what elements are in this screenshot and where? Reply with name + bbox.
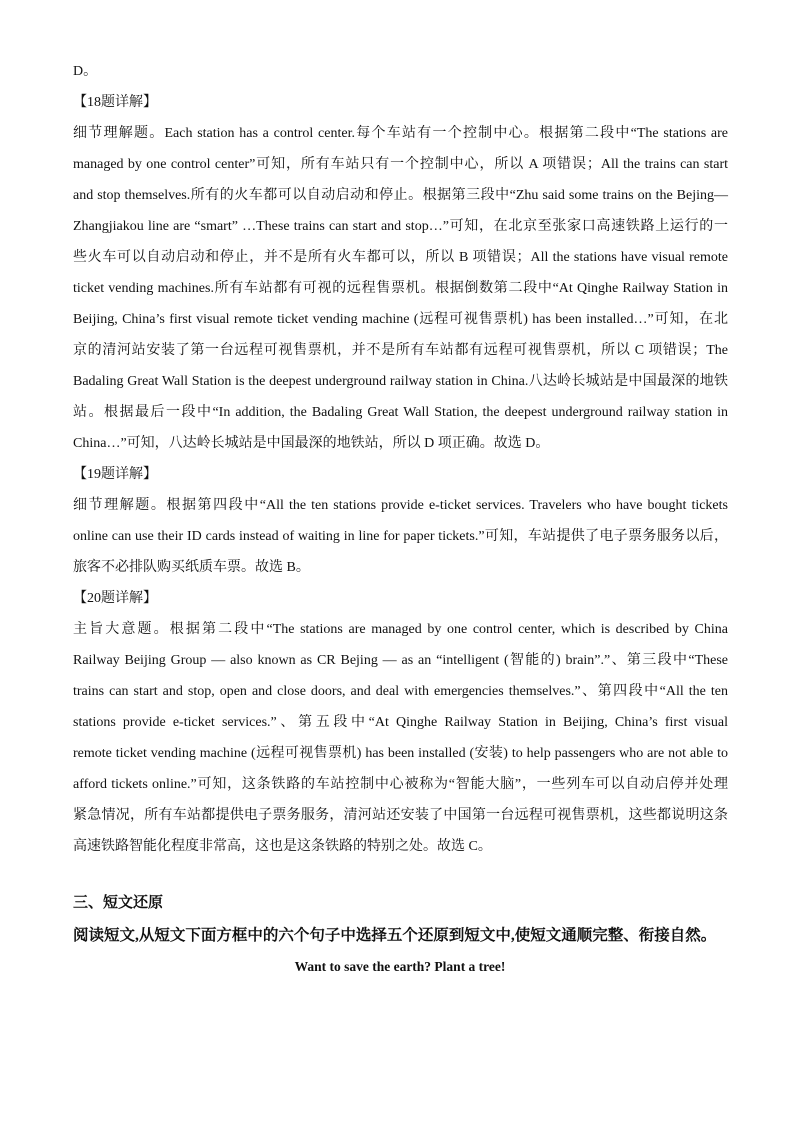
- q18-line: China…”可知，八达岭长城站是中国最深的地铁站，所以 D 项正确。故选 D。: [73, 436, 550, 451]
- q18-line: and stop themselves.所有的火车都可以自动启动和停止。根据第三段中“Zhu said some trains on the Bejing—: [73, 188, 728, 203]
- q20-line: 主旨大意题。根据第二段中“The stations are managed by one control center, which is described by China: [73, 622, 728, 637]
- q20-line: afford tickets online.”可知，这条铁路的车站控制中心被称为“智能大脑”，一些列车可以自动启停并处理: [73, 777, 728, 792]
- previous-answer: D。: [73, 64, 98, 79]
- q20-line: 紧急情况，所有车站都提供电子票务服务，清河站还安装了中国第一台远程可视售票机，这些都说明这条: [73, 808, 728, 823]
- q18-line: managed by one control center”可知，所有车站只有一个控制中心，所以 A 项错误；All the trains can start: [73, 157, 728, 172]
- q19-line: online can use their ID cards instead of waiting in line for paper tickets.”可知，车站提供了电子票务服务以后，: [73, 529, 728, 544]
- q18-line: 些火车可以自动启动和停止，并不是所有火车都可以，所以 B 项错误；All the stations have visual remote: [73, 250, 728, 265]
- q18-line: 京的清河站安装了第一台远程可视售票机，并不是所有车站都有远程可视售票机，所以 C 项错误；The: [73, 343, 728, 358]
- q18-line: ticket vending machines.所有车站都有可视的远程售票机。根据倒数第二段中“At Qinghe Railway Station in: [73, 281, 728, 296]
- q20-line: remote ticket vending machine (远程可视售票机) has been installed (安装) to help passengers who are not able to: [73, 746, 728, 761]
- q20-line: 高速铁路智能化程度非常高，这也是这条铁路的特别之处。故选 C。: [73, 839, 492, 854]
- section-instruction: 阅读短文,从短文下面方框中的六个句子中选择五个还原到短文中,使短文通顺完整、衔接自然。: [73, 927, 717, 944]
- q20-heading: 【20题详解】: [73, 591, 157, 606]
- q18-line: 细节理解题。Each station has a control center.每个车站有一个控制中心。根据第二段中“The stations are: [73, 126, 728, 141]
- q19-heading: 【19题详解】: [73, 467, 157, 482]
- section-title: 三、短文还原: [73, 895, 164, 911]
- q19-line: 细节理解题。根据第四段中“All the ten stations provide e-ticket services. Travelers who have bought tickets: [73, 498, 728, 513]
- passage-title: Want to save the earth? Plant a tree!: [294, 959, 506, 974]
- q18-heading: 【18题详解】: [73, 95, 157, 110]
- q18-line: Zhangjiakou line are “smart” …These trains can start and stop…”可知，在北京至张家口高速铁路上运行的一: [73, 219, 728, 234]
- q20-line: stations provide e-ticket services.”、第五段中“At Qinghe Railway Station in Beijing, China’s first visual: [73, 715, 728, 730]
- q18-line: Beijing, China’s first visual remote ticket vending machine (远程可视售票机) has been installed…”可知，在北: [73, 312, 728, 327]
- q18-line: 站。根据最后一段中“In addition, the Badaling Great Wall Station, the deepest underground railway station in: [73, 405, 728, 420]
- q20-line: trains can start and stop, open and close doors, and deal with emergencies themselves.”、第四段中“All the ten: [73, 684, 728, 699]
- q18-line: Badaling Great Wall Station is the deepest underground railway station in China.八达岭长城站是中国最深的地铁: [73, 374, 728, 389]
- q19-line: 旅客不必排队购买纸质车票。故选 B。: [73, 560, 310, 575]
- q20-line: Railway Beijing Group — also known as CR Bejing — as an “intelligent (智能的) brain”.”、第三段中“These: [73, 653, 728, 668]
